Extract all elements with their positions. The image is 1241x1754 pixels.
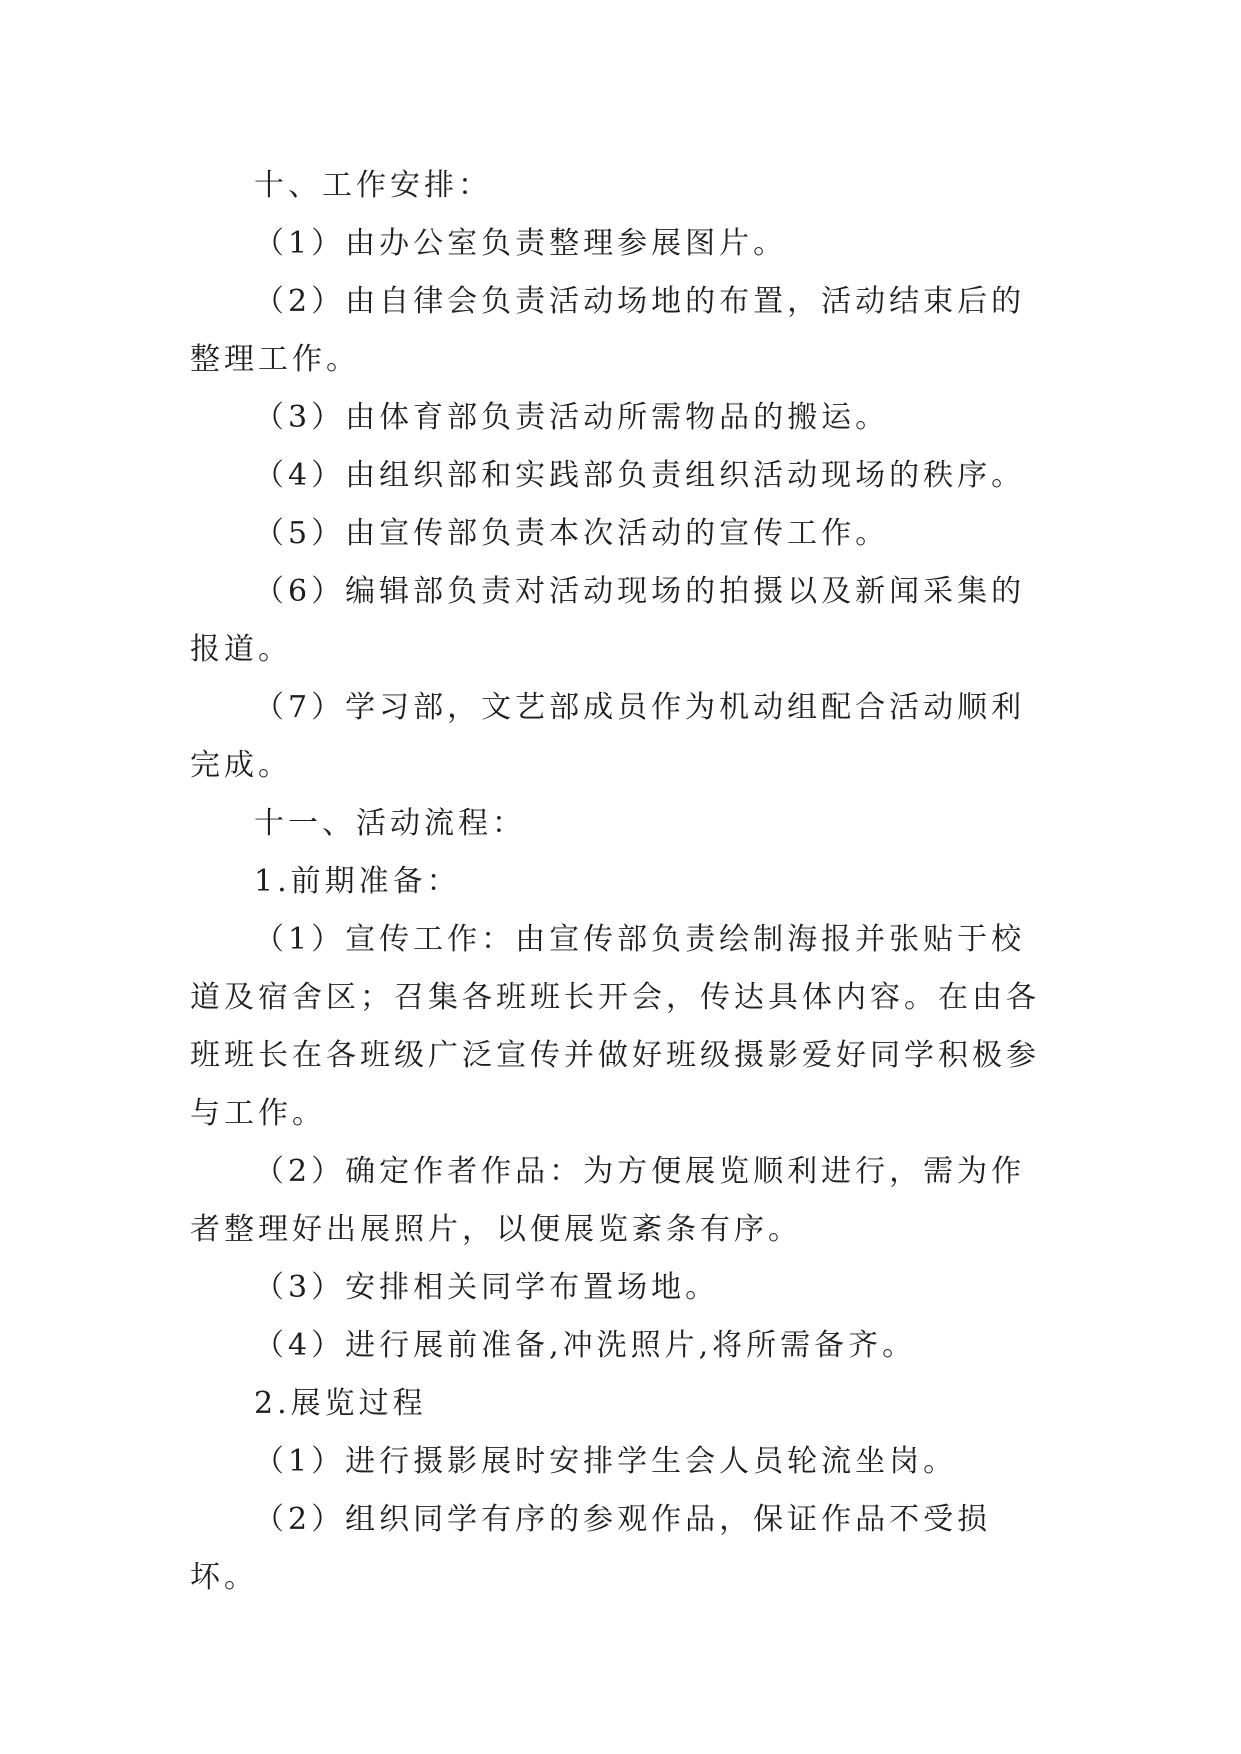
section-heading-activity-process: 十一、活动流程： [254, 806, 526, 841]
paragraph: （7）学习部，文艺部成员作为机动组配合活动顺利完成。 [190, 690, 1026, 783]
section-heading-work-arrangement: 十、工作安排： [254, 168, 492, 203]
paragraph: （4）由组织部和实践部负责组织活动现场的秩序。 [254, 458, 1026, 493]
paragraph: （3）安排相关同学布置场地。 [254, 1270, 720, 1305]
paragraph: （1）进行摄影展时安排学生会人员轮流坐岗。 [254, 1444, 958, 1479]
paragraph: （4）进行展前准备,冲洗照片,将所需备齐。 [254, 1328, 917, 1363]
paragraph: （1）由办公室负责整理参展图片。 [254, 226, 788, 261]
paragraph: （2）确定作者作品：为方便展览顺利进行，需为作者整理好出展照片，以便展览紊条有序。 [190, 1154, 1026, 1247]
subsection-heading: 1.前期准备： [254, 864, 461, 899]
paragraph: （6）编辑部负责对活动现场的拍摄以及新闻采集的报道。 [190, 574, 1026, 667]
paragraph: （2）由自律会负责活动场地的布置，活动结束后的整理工作。 [190, 284, 1026, 377]
paragraph: （1）宣传工作：由宣传部负责绘制海报并张贴于校道及宿舍区；召集各班班长开会，传达具体内容。在由各班班长在各班级广泛宣传并做好班级摄影爱好同学积极参与工作。 [190, 922, 1040, 1131]
paragraph: （5）由宣传部负责本次活动的宣传工作。 [254, 516, 890, 551]
document-body [190, 157, 1052, 1607]
paragraph: （3）由体育部负责活动所需物品的搬运。 [254, 400, 890, 435]
paragraph: （2）组织同学有序的参观作品，保证作品不受损坏。 [190, 1502, 992, 1595]
subsection-heading: 2.展览过程 [254, 1386, 427, 1421]
